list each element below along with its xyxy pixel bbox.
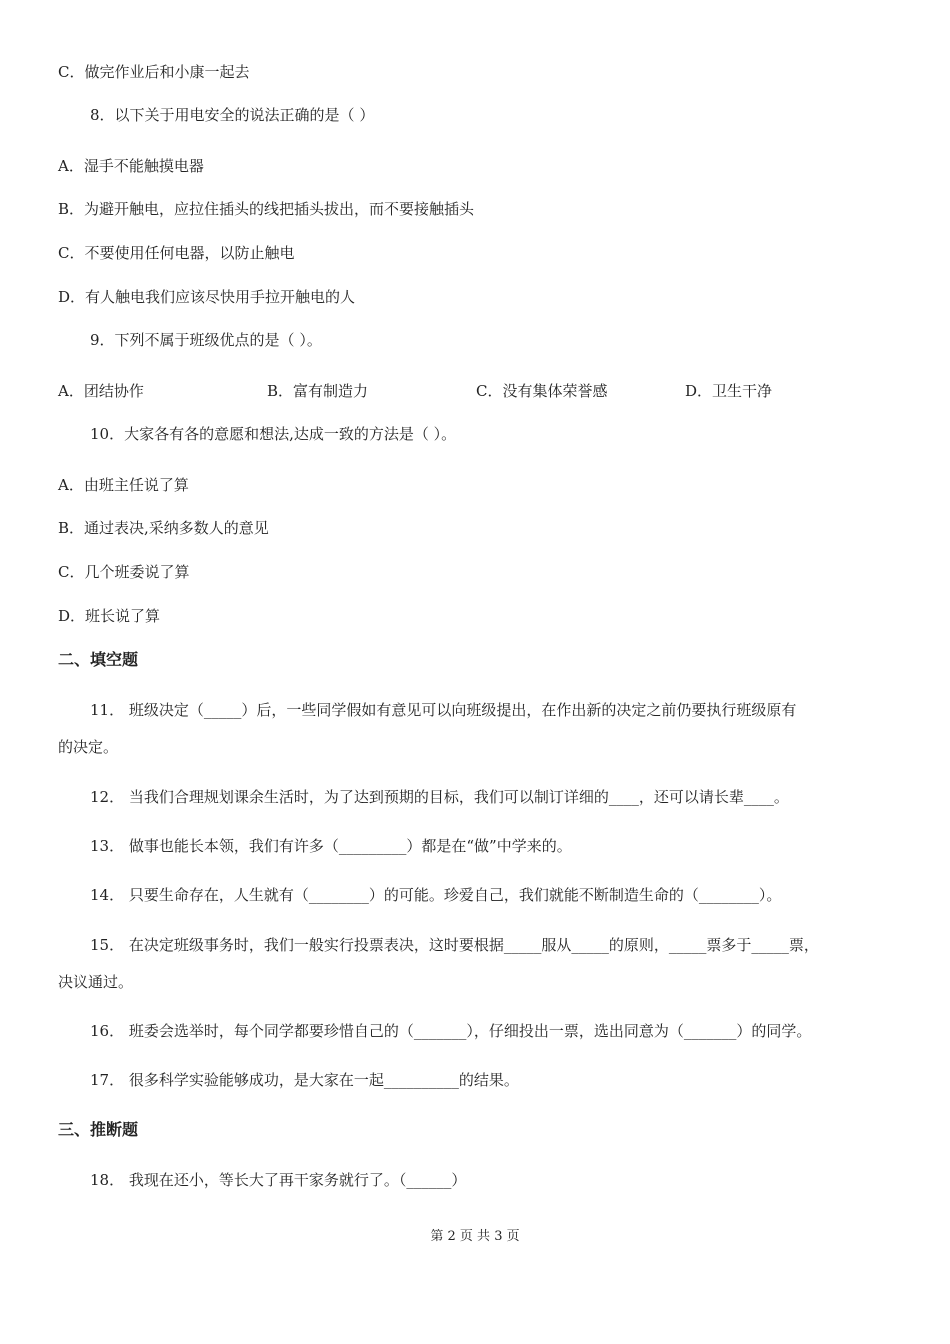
q18: 18． 我现在还小，等长大了再干家务就行了。（______） <box>90 1171 467 1189</box>
q16: 16． 班委会选举时，每个同学都要珍惜自己的（_______），仔细投出一票，选出同意为（_______）的同学。 <box>90 1022 812 1040</box>
q8-stem: 8．以下关于用电安全的说法正确的是（ ） <box>90 106 375 124</box>
q10-option-a: A．由班主任说了算 <box>58 476 189 494</box>
q12: 12． 当我们合理规划课余生活时，为了达到预期的目标，我们可以制订详细的____，还可以请长辈____。 <box>90 788 789 806</box>
q8-option-b: B．为避开触电，应拉住插头的线把插头拔出，而不要接触插头 <box>58 200 475 218</box>
q11-line1: 11． 班级决定（_____）后，一些同学假如有意见可以向班级提出，在作出新的决定之前仍要执行班级原有 <box>90 701 797 719</box>
q13: 13． 做事也能长本领，我们有许多（_________）都是在“做”中学来的。 <box>90 837 572 855</box>
q8-option-d: D．有人触电我们应该尽快用手拉开触电的人 <box>58 288 356 306</box>
q9-option-d: D．卫生干净 <box>685 382 773 400</box>
q9-stem: 9．下列不属于班级优点的是（ ）。 <box>90 331 322 349</box>
q15-line1: 15． 在决定班级事务时，我们一般实行投票表决，这时要根据_____服从_____的原则，_____票多于_____票， <box>90 936 819 954</box>
q10-option-d: D．班长说了算 <box>58 607 161 625</box>
q10-stem: 10．大家各有各的意愿和想法,达成一致的方法是（ ）。 <box>90 425 457 443</box>
q8-option-c: C．不要使用任何电器，以防止触电 <box>58 244 295 262</box>
q9-option-b: B．富有制造力 <box>267 382 369 400</box>
q8-option-a: A．湿手不能触摸电器 <box>58 157 204 175</box>
page-footer: 第 2 页 共 3 页 <box>430 1229 520 1244</box>
q9-option-a: A．团结协作 <box>58 382 144 400</box>
q7-option-c: C．做完作业后和小康一起去 <box>58 63 250 81</box>
q15-line2: 决议通过。 <box>58 973 134 991</box>
section-3-title: 三、推断题 <box>58 1120 139 1139</box>
section-2-title: 二、填空题 <box>58 650 139 669</box>
q10-option-c: C．几个班委说了算 <box>58 563 190 581</box>
q9-option-c: C．没有集体荣誉感 <box>476 382 608 400</box>
q10-option-b: B．通过表决,采纳多数人的意见 <box>58 519 269 537</box>
q14: 14． 只要生命存在，人生就有（________）的可能。珍爱自己，我们就能不断制造生命的（________）。 <box>90 886 782 904</box>
q17: 17． 很多科学实验能够成功，是大家在一起__________的结果。 <box>90 1071 519 1089</box>
q11-line2: 的决定。 <box>58 738 119 756</box>
